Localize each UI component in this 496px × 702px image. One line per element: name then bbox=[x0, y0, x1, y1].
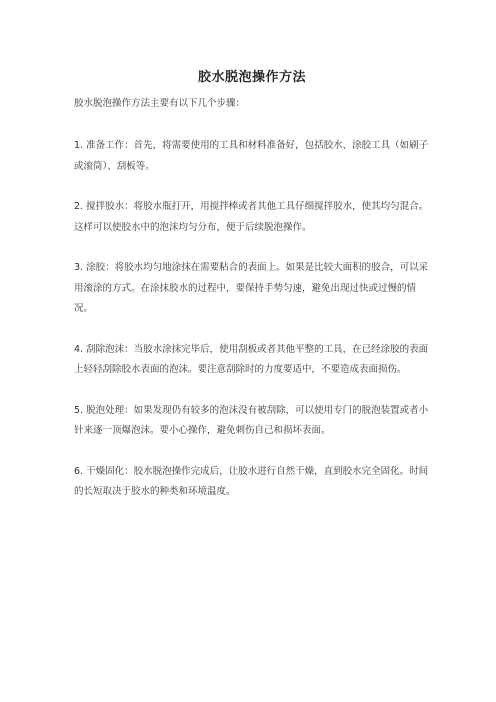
document-title: 胶水脱泡操作方法 bbox=[197, 70, 306, 85]
step-3-paragraph: 3. 涂胶：将胶水均匀地涂抹在需要粘合的表面上。如果是比较大面积的胶合，可以采用滚涂的方式。在涂抹胶水的过程中，要保持手势匀速，避免出现过快或过慢的情况。 bbox=[74, 262, 429, 314]
step-1-paragraph: 1. 准备工作：首先，将需要使用的工具和材料准备好，包括胶水、涂胶工具（如刷子或滚筒）、刮板等。 bbox=[74, 140, 429, 172]
step-2-paragraph: 2. 搅拌胶水：将胶水瓶打开，用搅拌棒或者其他工具仔细搅拌胶水，使其均匀混合。这样可以使胶水中的泡沫均匀分布，便于后续脱泡操作。 bbox=[74, 201, 429, 233]
intro-paragraph: 胶水脱泡操作方法主要有以下几个步骤： bbox=[74, 98, 246, 109]
step-5-paragraph: 5. 脱泡处理：如果发现仍有较多的泡沫没有被刮除，可以使用专门的脱泡装置或者小针来逐一顶爆泡沫。要小心操作，避免刺伤自己和损坏表面。 bbox=[74, 404, 429, 436]
step-6-paragraph: 6. 干燥固化：胶水脱泡操作完成后，让胶水进行自然干燥，直到胶水完全固化。时间的长短取决于胶水的种类和环境温度。 bbox=[74, 465, 429, 497]
step-4-paragraph: 4. 刮除泡沫：当胶水涂抹完毕后，使用刮板或者其他平整的工具，在已经涂胶的表面上轻轻刮除胶水表面的泡沫。要注意刮除时的力度要适中，不要造成表面损伤。 bbox=[74, 343, 429, 375]
